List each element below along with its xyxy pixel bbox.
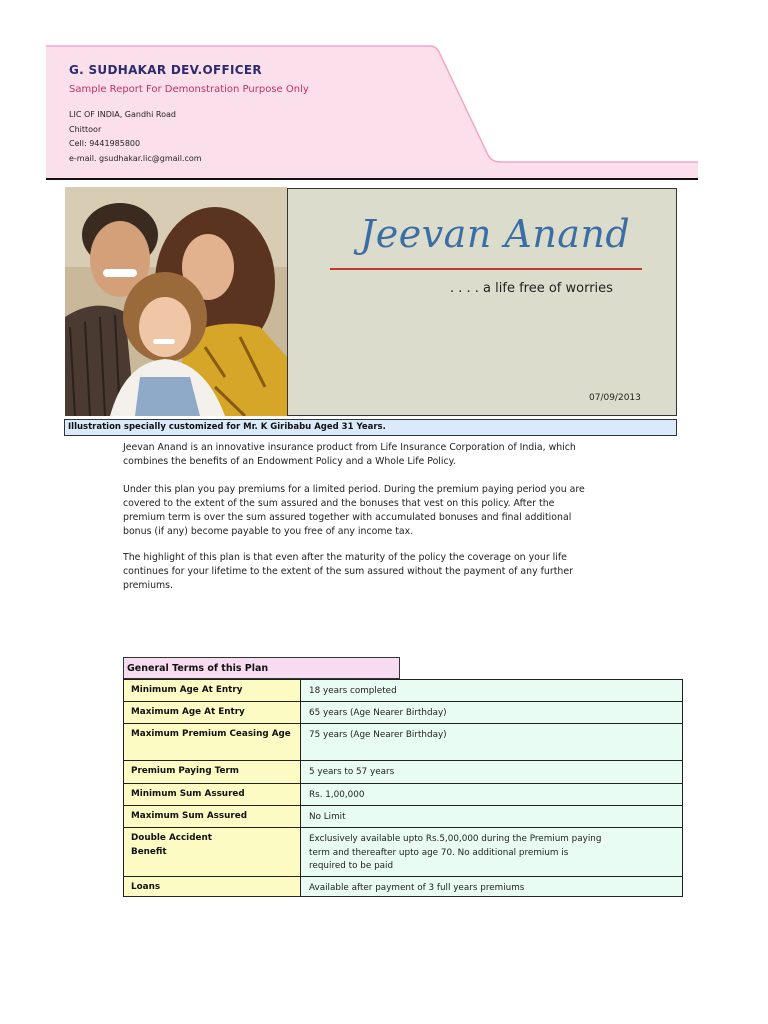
plan-tagline: . . . . a life free of worries	[450, 281, 613, 296]
term-label: Minimum Age At Entry	[123, 680, 301, 701]
table-row	[123, 679, 683, 702]
terms-title: General Terms of this Plan	[127, 663, 269, 674]
report-date: 07/09/2013	[589, 393, 641, 403]
cell-number: Cell: 9441985800	[69, 139, 141, 148]
table-row	[123, 827, 683, 877]
term-value: 75 years (Age Nearer Birthday)	[301, 724, 683, 760]
report-subtitle: Sample Report For Demonstration Purpose Only	[69, 84, 309, 95]
title-underline	[330, 268, 642, 270]
table-row	[123, 760, 683, 784]
term-label: Double Accident Benefit	[123, 828, 301, 876]
officer-name: G. SUDHAKAR DEV.OFFICER	[69, 63, 262, 77]
description-paragraph: Under this plan you pay premiums for a limited period. During the premium paying period you are covered to the extent of the sum assured and the bonuses that vest on this policy. After the premium term is over the sum assured together with accumulated bonuses and final additional bonus (if any) become payable to you free of any income tax.	[123, 484, 585, 537]
term-label: Maximum Premium Ceasing Age	[123, 724, 301, 760]
illustration-bar	[64, 419, 677, 436]
term-value: Available after payment of 3 full years premiums	[301, 877, 683, 896]
plan-title: Jeevan Anand	[360, 212, 631, 256]
address-line: LIC OF INDIA, Gandhi Road	[69, 110, 176, 119]
table-row	[123, 805, 683, 828]
table-row	[123, 723, 683, 761]
table-row	[123, 876, 683, 897]
table-row	[123, 783, 683, 806]
email-address: e-mail. gsudhakar.lic@gmail.com	[69, 154, 202, 163]
term-label: Loans	[123, 877, 301, 896]
term-label: Maximum Sum Assured	[123, 806, 301, 827]
term-value: No Limit	[301, 806, 683, 827]
table-row	[123, 701, 683, 724]
term-label: Maximum Age At Entry	[123, 702, 301, 723]
term-value: Exclusively available upto Rs.5,00,000 during the Premium paying term and thereafter upto age 70. No additional premium is required to be paid	[301, 828, 683, 876]
term-value: 18 years completed	[301, 680, 683, 701]
term-label: Minimum Sum Assured	[123, 784, 301, 805]
family-photo	[65, 187, 287, 416]
description-paragraph: The highlight of this plan is that even after the maturity of the policy the coverage on your life continues for your lifetime to the extent of the sum assured without the payment of any further premiums.	[123, 552, 573, 591]
address-city: Chittoor	[69, 125, 102, 134]
illustration-text: Illustration specially customized for Mr. K Giribabu Aged 31 Years.	[68, 422, 386, 432]
term-value: 65 years (Age Nearer Birthday)	[301, 702, 683, 723]
term-value: Rs. 1,00,000	[301, 784, 683, 805]
terms-heading-box	[123, 657, 400, 679]
description-paragraph: Jeevan Anand is an innovative insurance product from Life Insurance Corporation of India, which combines the benefits of an Endowment Policy and a Whole Life Policy.	[123, 442, 576, 467]
term-label: Premium Paying Term	[123, 761, 301, 783]
header-divider	[46, 178, 698, 180]
term-value: 5 years to 57 years	[301, 761, 683, 783]
